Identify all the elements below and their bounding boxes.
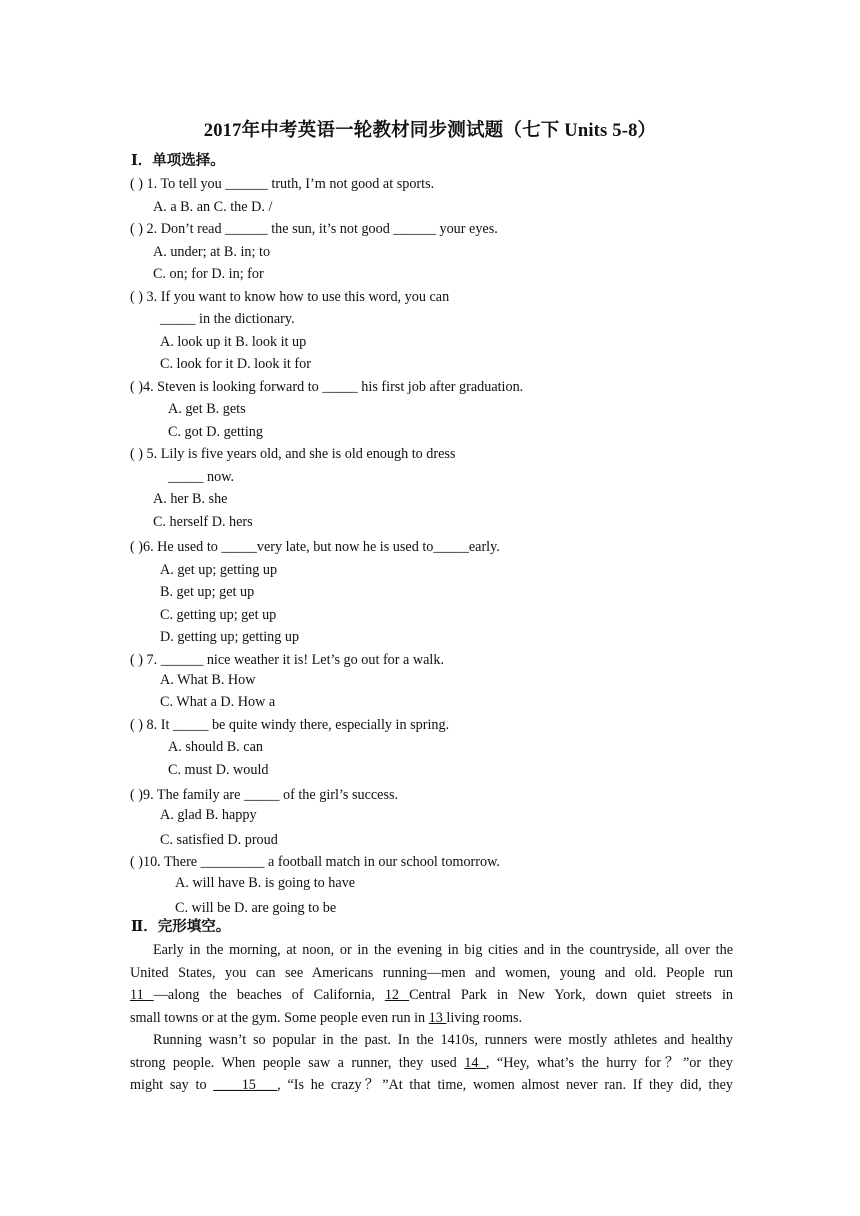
question-2: ( ) 2. Don’t read ______ the sun, it’s not good ______ your eyes. [130,221,498,237]
paragraph-2-line-1: Running wasn’t so popular in the past. In the 1410s, runners were mostly athletes and healthy [153,1032,733,1048]
section-heading-cloze: Ⅱ．完形填空。 [131,919,231,935]
blank-13: 13 [428,1009,447,1026]
paragraph-2-line-3 [130,1074,733,1097]
question-9: ( )9. The family are _____ of the girl’s success. [130,787,399,803]
question-6-option-c: C. getting up; get up [160,607,277,623]
question-3: ( ) 3. If you want to know how to use this word, you can [130,289,450,305]
question-7: ( ) 7. ______ nice weather it is! Let’s go out for a walk. [130,652,445,668]
paragraph-1-line-4-text-a: small towns or at the gym. Some people even run in [130,1009,429,1026]
cloze-paragraph-1 [130,939,733,1029]
paragraph-1-line-3-text-b: Central Park in New York, down quiet streets in [409,987,733,1003]
section-heading-multiple-choice: Ⅰ．单项选择。 [131,153,225,169]
paragraph-2-line-3-text-a: might say to [130,1077,214,1093]
question-10-options-cd: C. will be D. are going to be [175,900,337,916]
question-1: ( ) 1. To tell you ______ truth, I’m not good at sports. [130,176,435,192]
question-3-options-cd: C. look for it D. look it for [160,356,311,372]
question-3-options-ab: A. look up it B. look it up [160,334,307,350]
paragraph-1-line-2: United States, you can see Americans running—men and women, young and old. People run [130,964,733,981]
paragraph-2-line-2 [130,1052,733,1075]
question-10: ( )10. There _________ a football match in our school tomorrow. [130,854,500,870]
question-4-options-ab: A. get B. gets [168,401,246,417]
question-2-options-ab: A. under; at B. in; to [153,244,271,260]
question-8-options-ab: A. should B. can [168,739,263,755]
cloze-paragraph-2 [130,1029,733,1097]
blank-11: 11 [130,987,154,1003]
page-title: 2017年中考英语一轮教材同步测试题（七下 Units 5-8） [203,121,657,141]
paragraph-2-line-3-text-b: , “Is he crazy？”At that time, women almost never ran. If they did, they [277,1077,733,1093]
question-6-option-b: B. get up; get up [160,584,255,600]
blank-12: 12 [384,987,410,1003]
paragraph-2-line-2-text-b: , “Hey, what’s the hurry for？”or they [485,1054,734,1071]
paragraph-2-line-2-text-a: strong people. When people saw a runner, they used [130,1054,465,1071]
question-9-options-ab: A. glad B. happy [160,807,257,823]
question-9-options-cd: C. satisfied D. proud [160,832,278,848]
question-4-options-cd: C. got D. getting [168,424,263,440]
question-10-options-ab: A. will have B. is going to have [175,875,356,891]
blank-14: 14 [464,1054,486,1071]
question-8-options-cd: C. must D. would [168,762,269,778]
question-7-options-cd: C. What a D. How a [160,694,276,710]
question-7-options-ab: A. What B. How [160,672,256,688]
question-6-option-d: D. getting up; getting up [160,629,300,645]
question-8: ( ) 8. It _____ be quite windy there, especially in spring. [130,717,450,733]
question-6: ( )6. He used to _____very late, but now he is used to_____early. [130,539,500,555]
question-2-options-cd: C. on; for D. in; for [153,266,264,282]
paragraph-1-line-4 [130,1007,733,1030]
question-5-options-ab: A. her B. she [153,491,228,507]
question-3-continued: _____ in the dictionary. [160,311,295,327]
question-4: ( )4. Steven is looking forward to _____ his first job after graduation. [130,379,524,395]
blank-15: ____15___ [213,1077,278,1093]
question-1-options: A. a B. an C. the D. / [153,199,273,215]
paragraph-1-line-3 [130,984,733,1007]
question-5-continued: _____ now. [168,469,235,485]
question-5-options-cd: C. herself D. hers [153,514,253,530]
question-5: ( ) 5. Lily is five years old, and she is old enough to dress [130,446,456,462]
paragraph-1-line-4-text-b: living rooms. [446,1009,523,1026]
paragraph-1-line-3-text-a: —along the beaches of California, [153,987,385,1003]
paragraph-1-line-1: Early in the morning, at noon, or in the evening in big cities and in the countryside, all over the [153,942,733,958]
question-6-option-a: A. get up; getting up [160,562,278,578]
